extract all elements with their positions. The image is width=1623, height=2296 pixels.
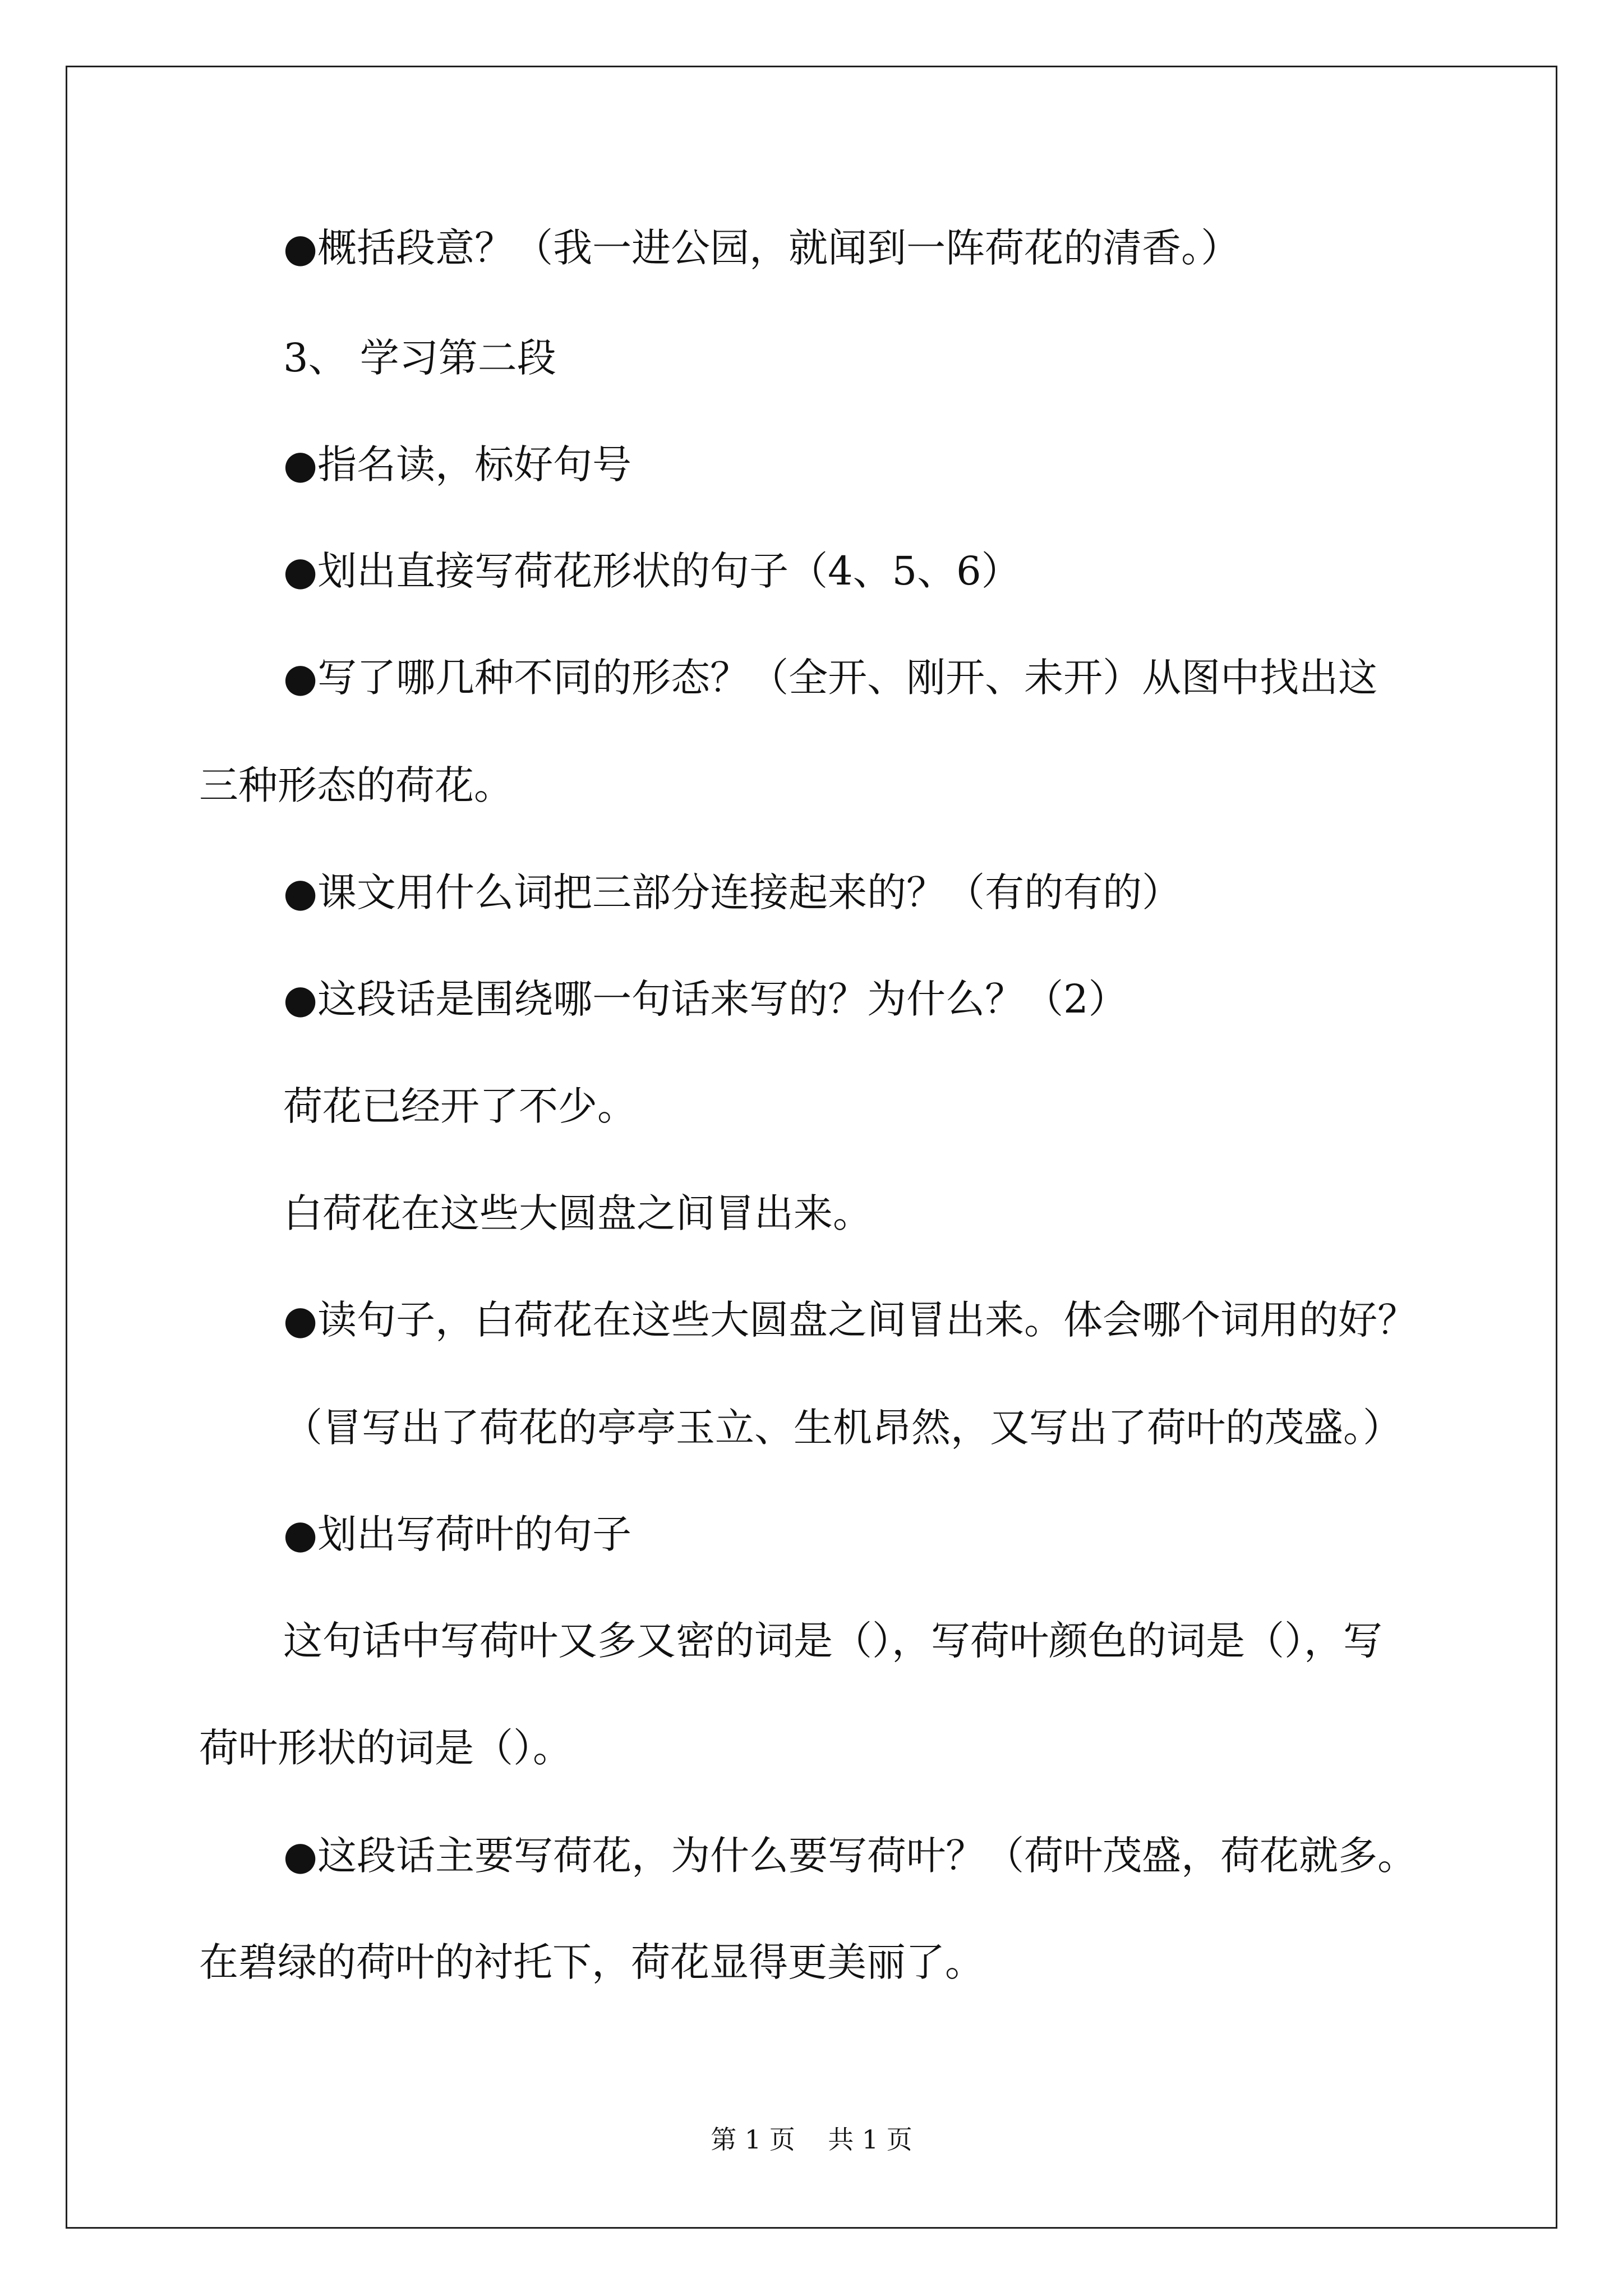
- page-border: [66, 66, 1557, 2229]
- text-line: ●划出写荷叶的句子: [283, 1511, 632, 1557]
- text-line: ●指名读，标好句号: [283, 441, 632, 487]
- text-line: 荷叶形状的词是（）。: [199, 1725, 572, 1771]
- page-number: 第 1 页: [711, 2124, 795, 2155]
- text-line: ●概括段意？（我一进公园，就闻到一阵荷花的清香。）: [283, 225, 1241, 271]
- text-line: 白荷花在这些大圆盘之间冒出来。: [283, 1190, 872, 1236]
- text-line: 三种形态的荷花。: [199, 762, 513, 808]
- text-line: 在碧绿的荷叶的衬托下，荷花显得更美丽了。: [199, 1939, 984, 1985]
- text-line: （冒写出了荷花的亭亭玉立、生机昂然，又写出了荷叶的茂盛。）: [283, 1405, 1402, 1451]
- text-line: ●这段话主要写荷花，为什么要写荷叶？（荷叶茂盛，荷花就多。: [283, 1833, 1417, 1879]
- text-line: ●读句子，白荷花在这些大圆盘之间冒出来。体会哪个词用的好？: [283, 1297, 1417, 1343]
- text-line: 荷花已经开了不少。: [283, 1083, 637, 1129]
- page-total: 共 1 页: [828, 2124, 912, 2155]
- page-footer: [0, 2123, 1623, 2156]
- text-line: ●这段话是围绕哪一句话来写的？为什么？（2）: [283, 976, 1128, 1022]
- text-line: 3、 学习第二段: [283, 335, 556, 381]
- text-line: ●写了哪几种不同的形态？（全开、刚开、未开）从图中找出这: [283, 655, 1378, 701]
- text-line: ●课文用什么词把三部分连接起来的？（有的有的）: [283, 869, 1182, 915]
- text-line: ●划出直接写荷花形状的句子（4、5、6）: [283, 548, 1021, 594]
- text-line: 这句话中写荷叶又多又密的词是（），写荷叶颜色的词是（），写: [283, 1618, 1382, 1664]
